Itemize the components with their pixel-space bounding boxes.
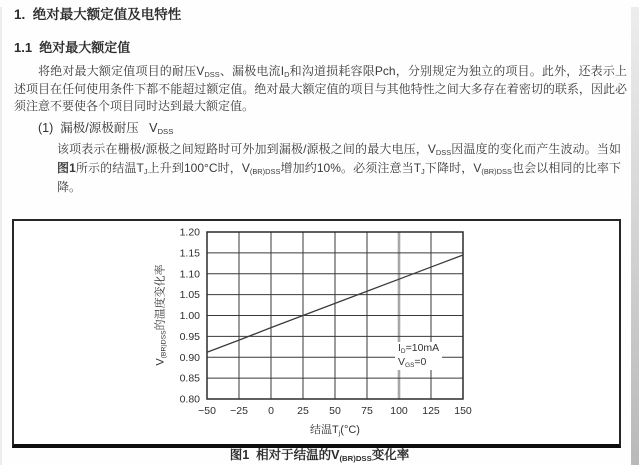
x-tick-label: 75	[361, 405, 373, 417]
x-tick-label: 25	[297, 405, 309, 417]
chart-annotation	[395, 342, 442, 370]
x-tick-label: 50	[329, 405, 341, 417]
annotation-line-id: $I_D=10mA$	[398, 342, 440, 355]
y-tick-label: 1.15	[179, 247, 200, 260]
x-tick-label: 100	[390, 405, 408, 417]
x-tick-label: 150	[454, 405, 472, 417]
subsection-heading: 1.1 绝对最大额定值	[14, 40, 131, 55]
x-tick-label: 0	[268, 405, 274, 417]
page	[0, 7, 639, 465]
y-tick-label: 0.90	[179, 351, 200, 364]
item-paragraph: 该项表示在栅极/源极之间短路时可外加到漏极/源极之间的最大电压，$V_{DSS}$因温度的变化而产生波动。当如图1所示的结温$T_J$上升到100°C时，$V_{(BR)DSS}$增加约10%。必须注意当$T_J$下降时，$V_{(BR)DSS}$也会以相同的比率下降。	[57, 141, 621, 194]
x-tick-label: −50	[198, 405, 216, 417]
x-tick-label: −25	[230, 405, 248, 417]
y-tick-label: 0.95	[179, 330, 200, 343]
y-tick-label: 1.05	[179, 289, 200, 302]
y-tick-label: 1.00	[179, 310, 200, 322]
y-tick-label: 1.10	[179, 268, 200, 281]
page-edge-shadow-right	[631, 7, 639, 465]
section-heading: 1. 绝对最大额定值及电特性	[14, 7, 182, 22]
annotation-line-vgs: $V_{GS}=0$	[398, 355, 427, 369]
intro-paragraph: 将绝对最大额定值项目的耐压$V_{DSS}$、漏极电流$I_D$和沟道损耗容限Pch，分别规定为独立的项目。此外，还表示上述项目在任何使用条件下都不能超过额定值。绝对最大额定值的项目与其他特性之间大多存在着密切的联系，因此必须注意不要使各个项目同时达到最大额定值。	[14, 64, 627, 113]
line-chart	[14, 221, 619, 444]
figure-caption: 图1 相对于结温的$V_{(BR)DSS}$变化率	[229, 448, 410, 464]
y-axis-title: $V_{(BR)DSS}$的温度变化率	[154, 264, 168, 366]
item-heading: (1) 漏极/源极耐压 $V_{DSS}$	[38, 120, 174, 136]
page-edge-shadow-left	[0, 7, 2, 465]
x-tick-label: 125	[422, 405, 440, 417]
y-tick-label: 0.85	[179, 372, 200, 385]
y-tick-label: 1.20	[179, 226, 200, 239]
x-axis-title: 结温$T_j(^\circ C)$	[310, 424, 360, 437]
y-tick-label: 0.80	[179, 393, 200, 406]
figure-frame	[12, 219, 621, 448]
